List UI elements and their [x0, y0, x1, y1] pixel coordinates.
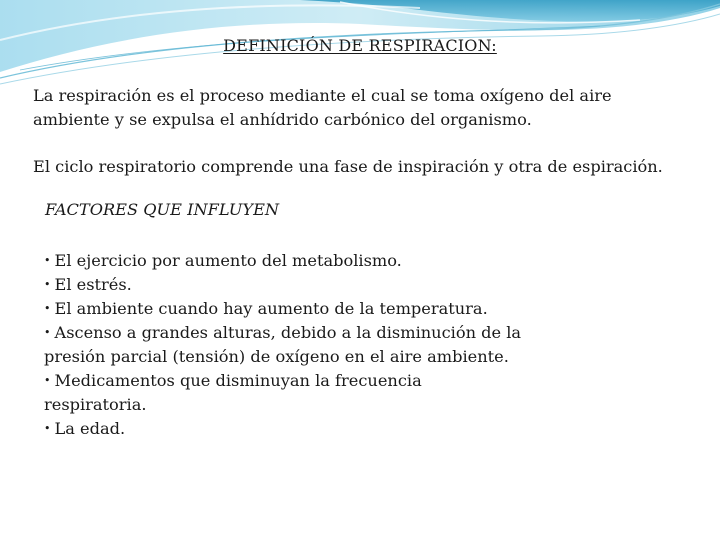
- factor-text: Medicamentos que disminuyan la frecuencia respiratoria.: [44, 371, 422, 414]
- bullet-icon: •: [44, 374, 51, 387]
- factor-text: El ejercicio por aumento del metabolismo.: [54, 251, 402, 270]
- list-item: [44, 321, 524, 369]
- list-item: [44, 273, 524, 297]
- factor-text: El ambiente cuando hay aumento de la temperatura.: [54, 299, 488, 318]
- bullet-icon: •: [44, 254, 51, 267]
- list-item: [44, 417, 524, 441]
- bullet-icon: •: [44, 422, 51, 435]
- list-item: [44, 369, 524, 417]
- bullet-icon: •: [44, 326, 51, 339]
- bullet-icon: •: [44, 302, 51, 315]
- list-item: [44, 297, 524, 321]
- cycle-paragraph: El ciclo respiratorio comprende una fase de inspiración y otra de espiración.: [33, 157, 663, 176]
- slide-title: [0, 36, 720, 55]
- definition-paragraph: La respiración es el proceso mediante el cual se toma oxígeno del aire ambiente y se expulsa el anhídrido carbónico del organismo.: [33, 86, 612, 129]
- slide-title-text: DEFINICIÓN DE RESPIRACION:: [223, 36, 497, 55]
- bullet-icon: •: [44, 278, 51, 291]
- factor-text: El estrés.: [54, 275, 132, 294]
- factors-list: [44, 249, 524, 441]
- factor-text: Ascenso a grandes alturas, debido a la disminución de la presión parcial (tensión) de oxígeno en el aire ambiente.: [44, 323, 522, 366]
- list-item: [44, 249, 524, 273]
- factors-heading: FACTORES QUE INFLUYEN: [45, 200, 280, 219]
- factor-text: La edad.: [54, 419, 126, 438]
